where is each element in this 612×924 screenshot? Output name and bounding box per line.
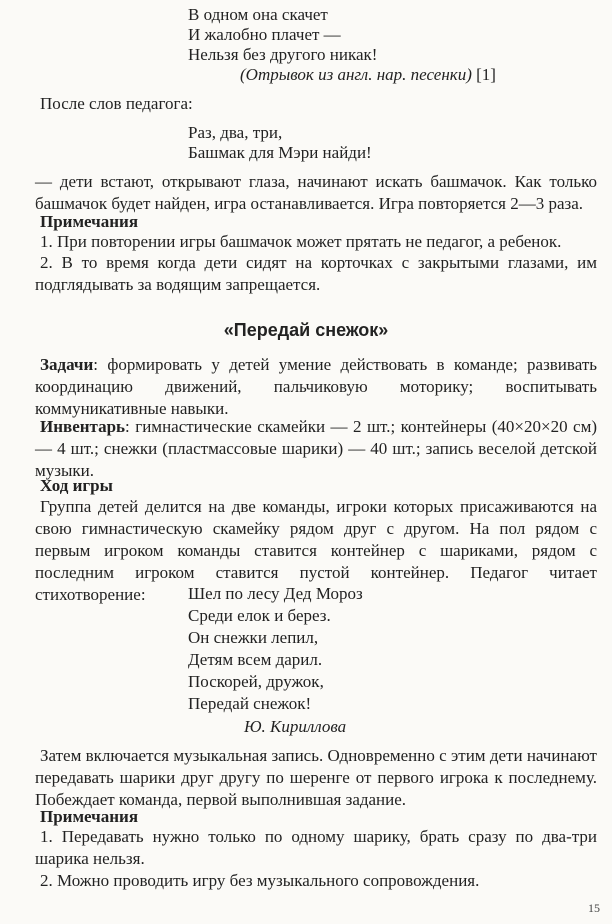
tasks-label: Задачи <box>40 355 94 374</box>
poem-author: Ю. Кириллова <box>244 717 347 736</box>
after-teacher-text: После слов педагога: <box>40 94 193 113</box>
verse-mid-line-1: Раз, два, три, <box>188 123 283 142</box>
poem-line-3: Он снежки лепил, <box>188 628 319 647</box>
game-title: «Передай снежок» <box>223 320 389 340</box>
poem-line-1: Шел по лесу Дед Мороз <box>188 584 363 603</box>
verse-top-source: (Отрывок из англ. нар. песенки) <box>240 65 472 84</box>
notes1-item-1: 1. При повторении игры башмачок может прятать не педагог, а ребенок. <box>40 232 562 251</box>
course-title: Ход игры <box>40 476 113 495</box>
course-text: Группа детей делится на две команды, игроки которых присаживаются на свою гимнастическую скамейку рядом друг с другом. На пол рядом с первым игроком команды ставится контейнер с шариками, рядом с последним игроком ставится пустой контейнер. Педагог читает стихотворение: <box>35 497 597 604</box>
verse-top-source-line <box>240 64 496 86</box>
poem-line-2: Среди елок и берез. <box>188 606 331 625</box>
notes2-item-2: 2. Можно проводить игру без музыкального сопровождения. <box>40 871 480 890</box>
para-music: Затем включается музыкальная запись. Одновременно с этим дети начинают передавать шарики друг другу по шеренге от первого игрока к последнему. Побеждает команда, первой выполнившая задание. <box>35 746 597 809</box>
inventory-paragraph <box>35 416 597 482</box>
inventory-label: Инвентарь <box>40 417 126 436</box>
verse-top-line-3: Нельзя без другого никак! <box>188 45 378 64</box>
tasks-text: : формировать у детей умение действовать в команде; развивать координацию движений, пальчиковую моторику; воспитывать коммуникативные навыки. <box>35 355 597 418</box>
poem-line-4: Детям всем дарил. <box>188 650 323 669</box>
verse-top-line-2: И жалобно плачет — <box>188 25 341 44</box>
verse-mid-line-2: Башмак для Мэри найди! <box>188 143 372 162</box>
para-search: — дети встают, открывают глаза, начинают искать башмачок. Как только башмачок будет найден, игра останавливается. Игра повторяется 2—3 раза. <box>35 172 597 213</box>
notes2-title: Примечания <box>40 807 139 826</box>
verse-top-line-1: В одном она скачет <box>188 5 328 24</box>
notes1-item-2: 2. В то время когда дети сидят на корточках с закрытыми глазами, им подглядывать за водящим запрещается. <box>35 253 597 294</box>
inventory-text: : гимнастические скамейки — 2 шт.; контейнеры (40×20×20 см) — 4 шт.; снежки (пластмассовые шарики) — 40 шт.; запись веселой детской музыки. <box>35 417 597 480</box>
notes1-title: Примечания <box>40 212 139 231</box>
poem-line-6: Передай снежок! <box>188 694 312 713</box>
poem-line-5: Поскорей, дружок, <box>188 672 324 691</box>
page-number: 15 <box>588 901 600 915</box>
notes2-item-1: 1. Передавать нужно только по одному шарику, брать сразу по два-три шарика нельзя. <box>35 827 597 868</box>
tasks-paragraph <box>35 354 597 420</box>
verse-top-ref: [1] <box>476 65 496 84</box>
